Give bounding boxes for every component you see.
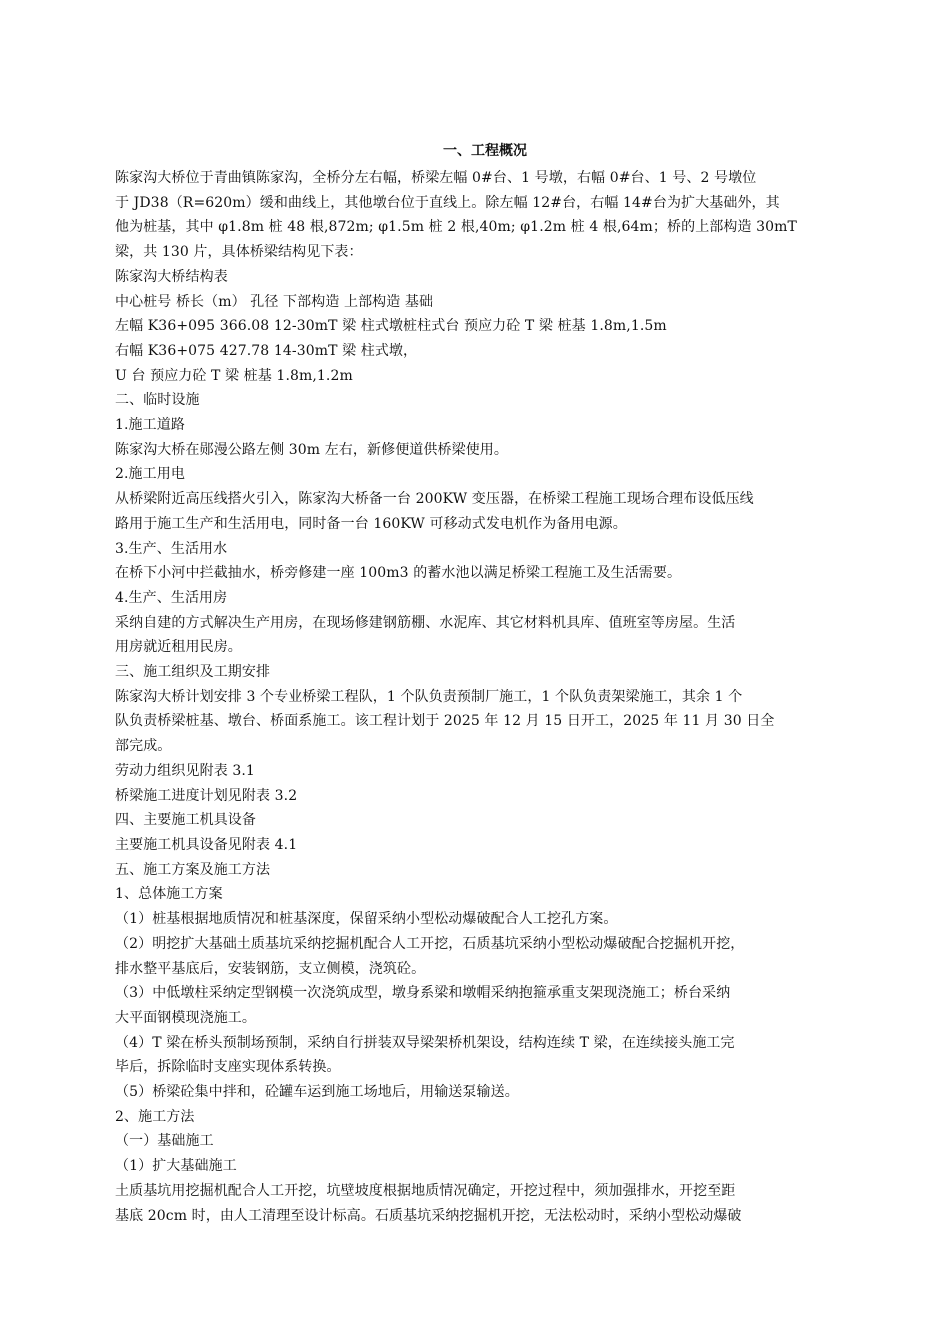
text-line: 二、临时设施 xyxy=(115,392,200,409)
text-line: （一）基础施工 xyxy=(115,1133,214,1150)
text-line: 部完成。 xyxy=(115,738,172,755)
text-line: （1）扩大基础施工 xyxy=(115,1158,237,1175)
text-line: 陈家沟大桥在郧漫公路左侧 30m 左右，新修便道供桥梁使用。 xyxy=(115,441,508,458)
document-body xyxy=(115,166,855,1228)
text-line: 从桥梁附近高压线搭火引入，陈家沟大桥备一台 200KW 变压器，在桥梁工程施工现场合理布设低压线 xyxy=(115,491,754,508)
text-line: 桥梁施工进度计划见附表 3.2 xyxy=(115,787,298,804)
text-line: 毕后，拆除临时支座实现体系转换。 xyxy=(115,1059,341,1076)
text-line: 3.生产、生活用水 xyxy=(115,540,228,557)
text-line: 在桥下小河中拦截抽水，桥旁修建一座 100m3 的蓄水池以满足桥梁工程施工及生活需要。 xyxy=(115,565,682,582)
text-line: 左幅 K36+095 366.08 12-30mT 梁 柱式墩桩柱式台 预应力砼 T 梁 桩基 1.8m,1.5m xyxy=(115,318,667,335)
text-line: （1）桩基根据地质情况和桩基深度，保留采纳小型松动爆破配合人工挖孔方案。 xyxy=(115,911,618,928)
text-line: 中心桩号 桥长（m） 孔径 下部构造 上部构造 基础 xyxy=(115,293,434,310)
text-line: 主要施工机具设备见附表 4.1 xyxy=(115,836,298,853)
text-line: 陈家沟大桥位于青曲镇陈家沟，全桥分左右幅，桥梁左幅 0#台、1 号墩，右幅 0#台、1 号、2 号墩位 xyxy=(115,170,757,186)
text-line: 1、总体施工方案 xyxy=(115,886,223,903)
text-line: 2.施工用电 xyxy=(115,466,185,483)
text-line: 基底 20cm 时，由人工清理至设计标高。石质基坑采纳挖掘机开挖，无法松动时，采纳小型松动爆破 xyxy=(115,1207,742,1224)
text-line: 右幅 K36+075 427.78 14-30mT 梁 柱式墩， xyxy=(115,342,418,359)
text-line: 五、施工方案及施工方法 xyxy=(115,861,271,878)
text-line: 大平面钢模现浇施工。 xyxy=(115,1009,256,1026)
text-line: 用房就近租用民房。 xyxy=(115,639,242,656)
text-line: 三、施工组织及工期安排 xyxy=(115,664,271,681)
text-line: 劳动力组织见附表 3.1 xyxy=(115,762,255,779)
text-line: 采纳自建的方式解决生产用房，在现场修建钢筋棚、水泥库、其它材料机具库、值班室等房屋。生活 xyxy=(115,614,736,631)
text-line: 陈家沟大桥计划安排 3 个专业桥梁工程队，1 个队负责预制厂施工，1 个队负责架梁施工，其余 1 个 xyxy=(115,688,743,705)
text-line: 土质基坑用挖掘机配合人工开挖，坑壁坡度根据地质情况确定，开挖过程中，须加强排水，开挖至距 xyxy=(115,1182,736,1199)
text-line: 陈家沟大桥结构表 xyxy=(115,268,228,285)
text-line: 排水整平基底后，安装钢筋，支立侧模，浇筑砼。 xyxy=(115,960,426,977)
text-line: 他为桩基，其中 φ1.8m 桩 48 根,872m; φ1.5m 桩 2 根,40m; φ1.2m 桩 4 根,64m；桥的上部构造 30mT xyxy=(115,219,797,236)
text-line: （2）明挖扩大基础土质基坑采纳挖掘机配合人工开挖，石质基坑采纳小型松动爆破配合挖掘机开挖， xyxy=(115,935,745,952)
section-title: 一、工程概况 xyxy=(443,143,527,159)
text-line: 2、施工方法 xyxy=(115,1108,195,1125)
text-line: 于 JD38（R=620m）缓和曲线上，其他墩台位于直线上。除左幅 12#台，右幅 14#台为扩大基础外，其 xyxy=(115,194,780,211)
text-line: （4）T 梁在桥头预制场预制，采纳自行拼装双导梁架桥机架设，结构连续 T 梁，在连续接头施工完 xyxy=(115,1034,735,1051)
text-line: U 台 预应力砼 T 梁 桩基 1.8m,1.2m xyxy=(115,367,353,384)
text-line: 梁，共 130 片，具体桥梁结构见下表： xyxy=(115,244,363,261)
text-line: 队负责桥梁桩基、墩台、桥面系施工。该工程计划于 2025 年 12 月 15 日开工，2025 年 11 月 30 日全 xyxy=(115,713,775,730)
text-line: 四、主要施工机具设备 xyxy=(115,812,256,829)
text-line: 路用于施工生产和生活用电，同时备一台 160KW 可移动式发电机作为备用电源。 xyxy=(115,515,627,532)
document-page xyxy=(115,142,855,1228)
text-line: 4.生产、生活用房 xyxy=(115,589,228,606)
text-line: 1.施工道路 xyxy=(115,417,185,434)
text-line: （5）桥梁砼集中拌和，砼罐车运到施工场地后，用输送泵输送。 xyxy=(115,1084,519,1101)
text-line: （3）中低墩柱采纳定型钢模一次浇筑成型，墩身系梁和墩帽采纳抱箍承重支架现浇施工；桥台采纳 xyxy=(115,985,731,1002)
